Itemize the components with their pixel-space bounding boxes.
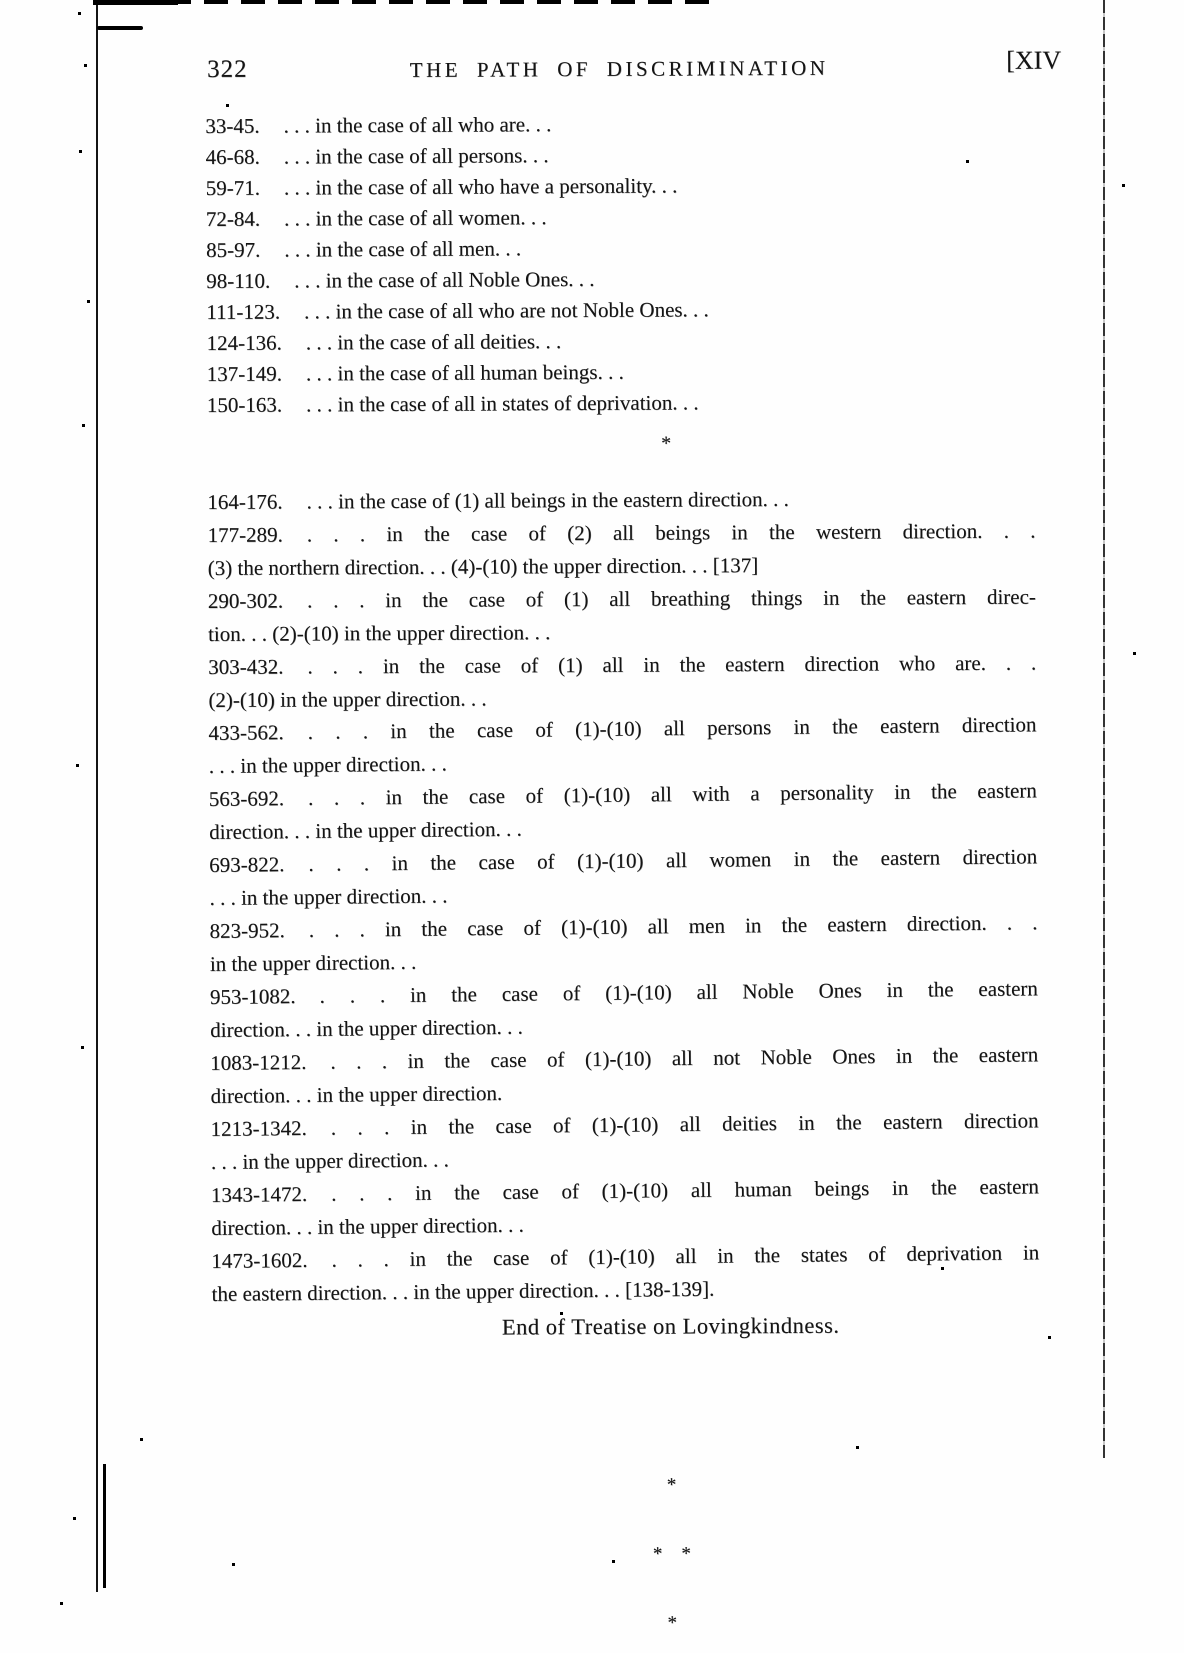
entry-continuation: . . . in the upper direction. . . [208,751,447,778]
end-of-treatise-text: End of Treatise on Lovingkindness. [501,1312,840,1340]
paragraph-entry [211,1236,1040,1311]
entry-continuation: tion. . . (2)-(10) in the upper direction. . . [207,620,551,646]
running-header [205,45,1062,90]
paragraph-entry [210,1104,1039,1179]
section-divider [207,431,1035,466]
paragraph-entry [208,647,1036,717]
entry-text: . . . in the case of all persons. . . [283,143,549,169]
entry-continuation: . . . in the upper direction. . . [210,1147,449,1174]
scan-artifact-top-line-solid [93,0,178,5]
entry-text: . . . in the case of (1)-(10) all human beings in the eastern [331,1174,1039,1206]
entry-number: 563-692. [208,786,285,811]
list-item [206,169,1034,204]
paragraph-entry [211,1170,1040,1245]
entry-number: 953-1082. [209,984,296,1009]
entry-text: . . . in the case of all who are not Noble Ones. . . [303,297,709,324]
paragraph-entry [207,515,1035,585]
asterisk-divider: * [661,432,672,455]
entry-number: 303-432. [208,654,284,679]
entry-number: 33-45. [205,113,260,138]
entry-number: 433-562. [208,720,284,745]
paragraph-entry [210,1038,1039,1113]
ornament-star-top: * [666,1474,677,1496]
paragraph-entry [209,774,1038,849]
page-number: 322 [207,55,248,83]
scan-artifact-speckles [0,0,3,3]
entry-text: . . . in the case of (1)-(10) all in the states of deprivation in [331,1240,1040,1272]
list-item [205,107,1033,142]
entry-number: 85-97. [205,237,261,262]
summary-list-2 [207,482,1039,1311]
list-item [206,262,1034,297]
entry-line [208,581,1036,618]
entry-text: . . . in the case of (1) all in the eastern direction who are. . . [307,650,1037,679]
entry-continuation: the eastern direction. . . in the upper direction. . . [138-139]. [211,1276,715,1306]
entry-text: . . . in the case of (1)-(10) all women in the eastern direction [308,844,1038,876]
list-item [205,138,1033,173]
list-item [207,386,1035,421]
paragraph-entry [209,840,1038,915]
ornament-star-middle: * * [652,1543,691,1565]
paragraph-entry [207,482,1035,519]
entry-line [208,647,1036,684]
chapter-marker: [XIV [1006,45,1062,75]
entry-number: 823-952. [209,918,285,943]
entry-continuation: . . . in the upper direction. . . [209,883,448,910]
scan-artifact-top-hook [97,26,143,30]
list-item [206,324,1034,359]
entry-number: 1343-1472. [210,1181,308,1207]
entry-line [207,482,1035,519]
entry-continuation: direction. . . in the upper direction. . . [210,1014,523,1042]
entry-text: . . . in the case of (1)-(10) all with a personality in the eastern [307,778,1037,810]
entry-line [207,515,1035,552]
entry-number: 46-68. [205,144,260,169]
entry-text: . . . in the case of (1)-(10) all Noble Ones in the eastern [319,976,1038,1008]
entry-text: . . . in the case of all human beings. . . [305,359,624,386]
summary-list-1 [205,107,1035,421]
entry-continuation: direction. . . in the upper direction. . . [211,1212,524,1240]
entry-continuation: in the upper direction. . . [209,949,417,976]
entry-number: 59-71. [205,175,261,200]
entry-number: 1083-1212. [210,1049,307,1075]
entry-text: . . . in the case of all men. . . [284,236,522,262]
entry-number: 150-163. [206,392,283,417]
scan-artifact-left-line-lower [103,1464,106,1588]
entry-text: . . . in the case of all deities. . . [305,329,562,355]
scan-artifact-left-line [96,0,98,1592]
entry-text: . . . in the case of all who are. . . [283,112,552,138]
entry-text: . . . in the case of (2) all beings in the western direction. . . [306,518,1036,547]
entry-continuation: direction. . . in the upper direction. . . [209,816,522,844]
entry-continuation: (3) the northern direction. . . (4)-(10) the upper direction. . . [137] [207,553,759,580]
entry-text: . . . in the case of (1)-(10) all men in the eastern direction. . . [308,910,1038,942]
running-title: THE PATH OF DISCRIMINATION [409,55,829,82]
entry-continuation: direction. . . in the upper direction. [210,1080,503,1108]
entry-text: . . . in the case of all women. . . [284,205,547,231]
paragraph-entry [209,906,1038,981]
scan-artifact-right-line [1103,0,1105,1458]
paragraph-entry [210,972,1039,1047]
list-item [207,355,1035,390]
list-item [206,293,1034,328]
page-content [205,45,1062,1653]
entry-number: 164-176. [207,489,283,514]
entry-text: . . . in the case of (1)-(10) all persons in the eastern direction [307,712,1037,744]
entry-text: . . . in the case of (1) all breathing things in the eastern direc- [307,584,1036,613]
entry-number: 693-822. [209,852,285,877]
entry-number: 177-289. [207,522,283,547]
entry-number: 111-123. [206,299,281,324]
list-item [206,231,1034,266]
asterisk-ornament [212,1426,1041,1653]
entry-text: . . . in the case of all Noble Ones. . . [294,266,595,293]
end-of-treatise-line [212,1312,1040,1342]
entry-number: 137-149. [206,361,283,386]
list-item [206,200,1034,235]
scan-artifact-top-dashed-line [93,0,718,4]
entry-number: 98-110. [206,268,271,293]
entry-number: 72-84. [205,206,261,231]
entry-continuation: (2)-(10) in the upper direction. . . [208,686,487,712]
entry-number: 1213-1342. [210,1115,307,1141]
entry-text: . . . in the case of (1)-(10) all not Noble Ones in the eastern [330,1042,1039,1074]
paragraph-entry [208,581,1036,651]
entry-number: 124-136. [206,330,282,355]
ornament-star-bottom: * [667,1612,678,1634]
entry-text: . . . in the case of all in states of deprivation. . . [306,390,699,417]
entry-number: 1473-1602. [211,1247,308,1273]
entry-text: . . . in the case of all who have a personality. . . [283,173,678,200]
entry-text: . . . in the case of (1)-(10) all deities in the eastern direction [330,1108,1039,1140]
paragraph-entry [208,708,1037,783]
entry-number: 290-302. [207,588,284,613]
entry-text: . . . in the case of (1) all beings in the eastern direction. . . [306,486,789,514]
